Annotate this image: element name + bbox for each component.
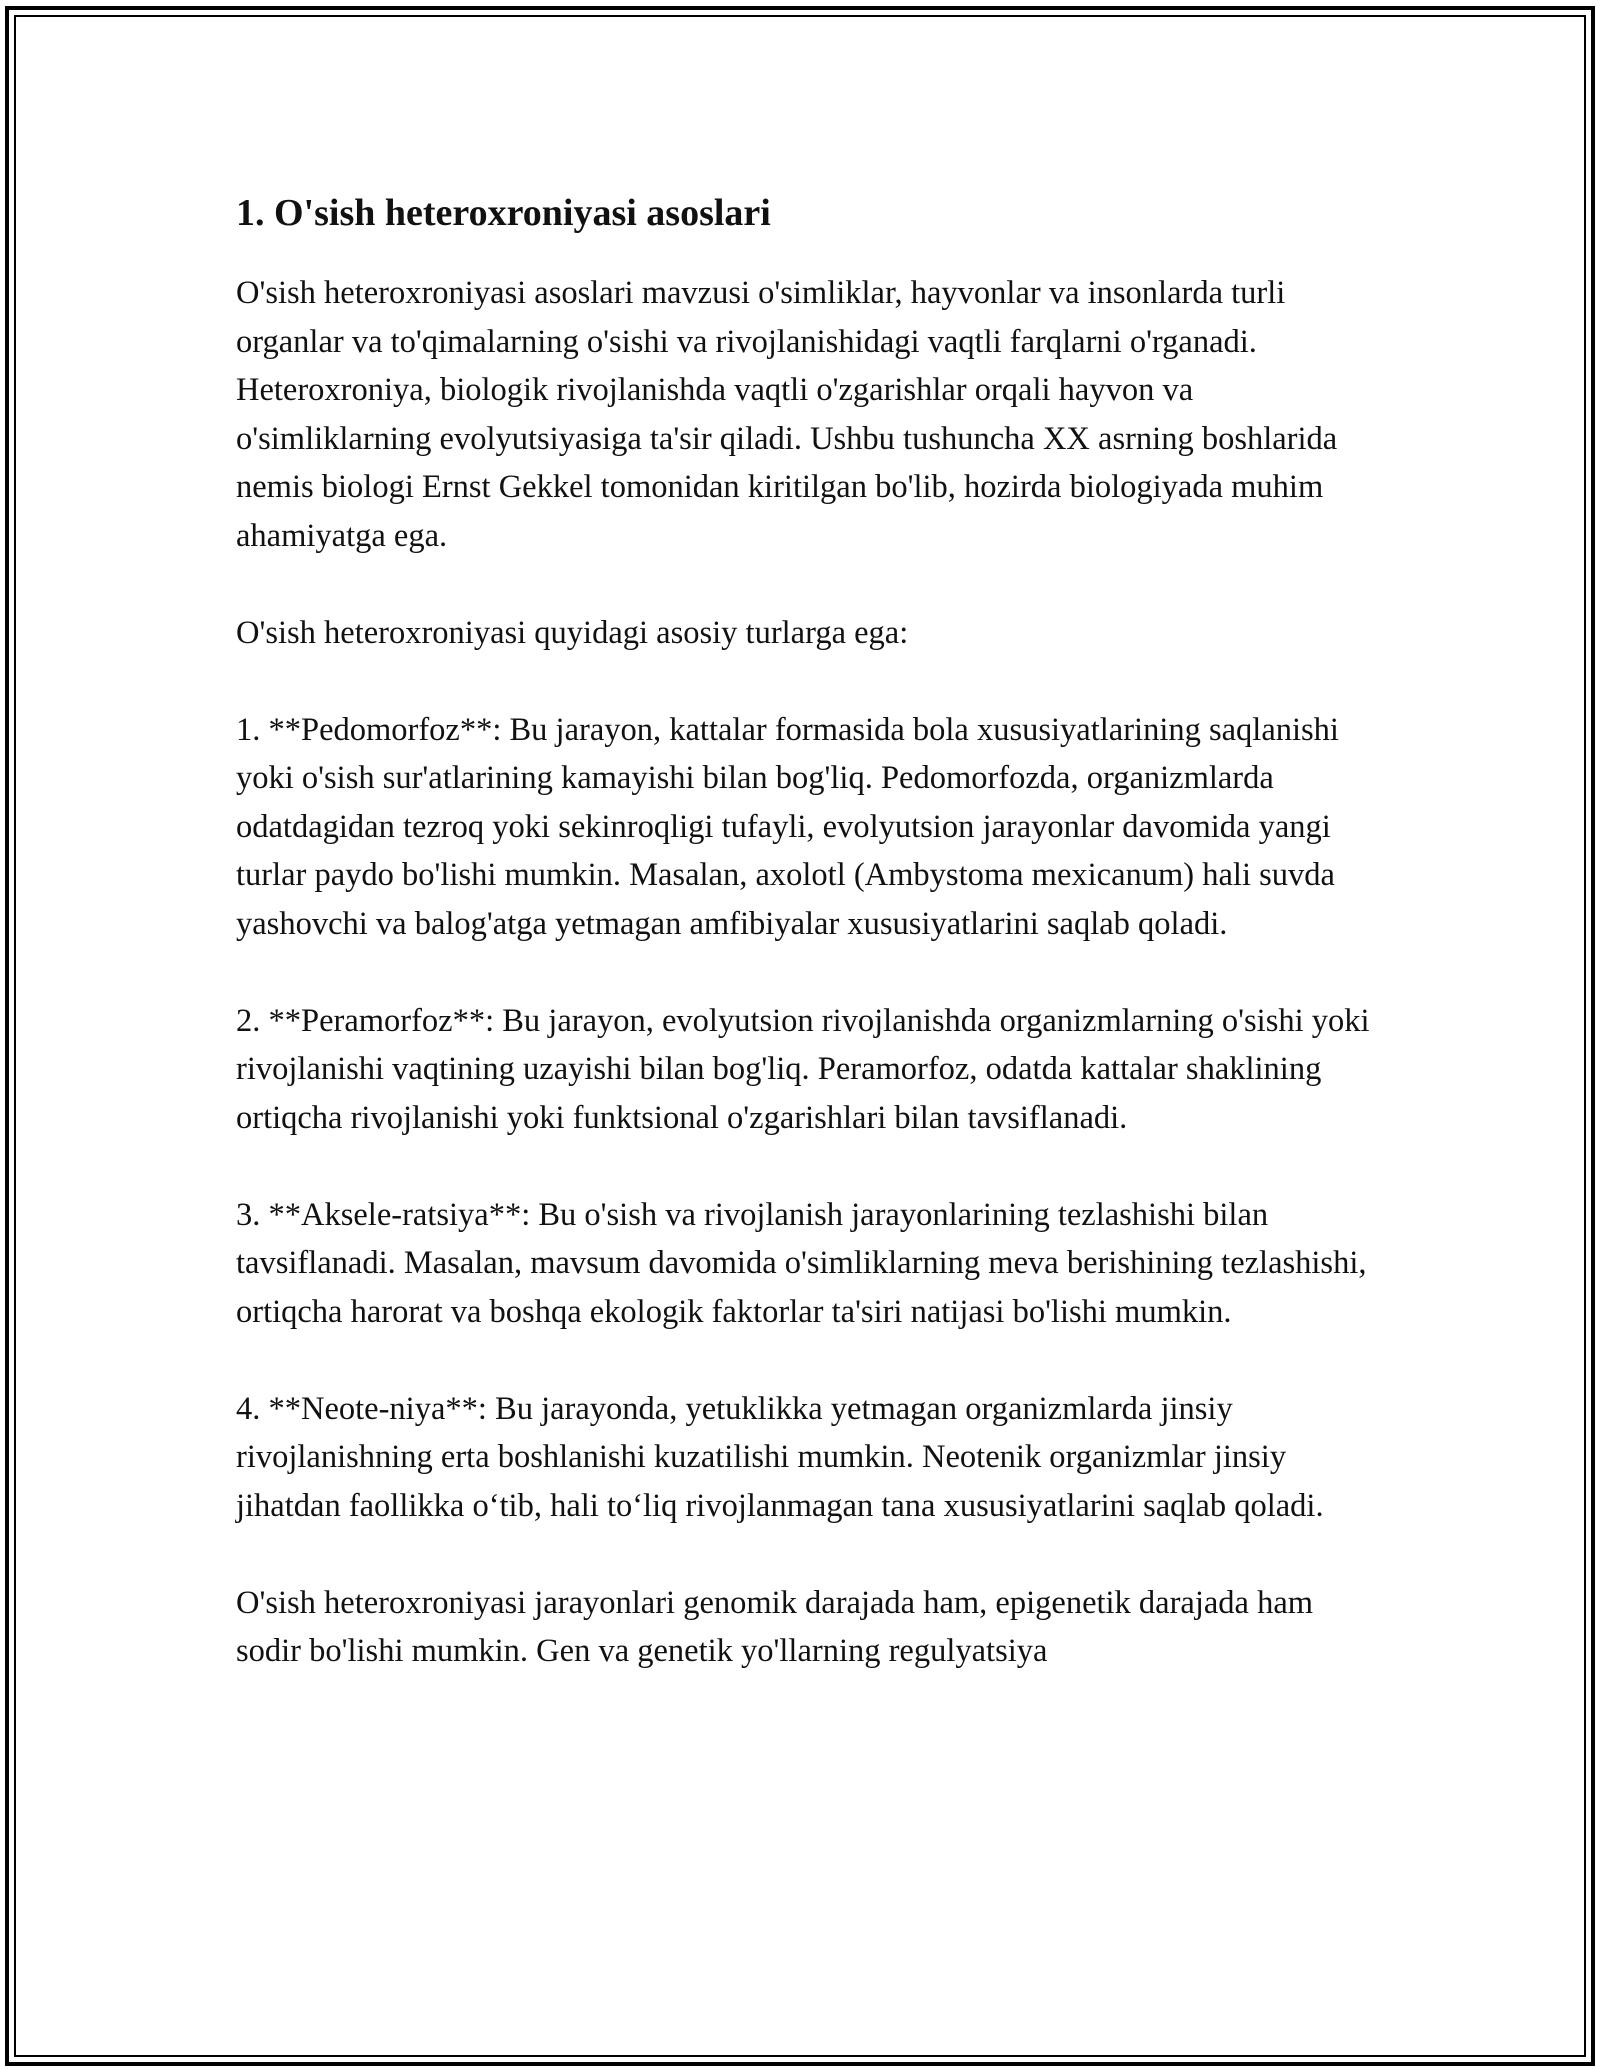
paragraph-types-lead: O'sish heteroxroniyasi quyidagi asosiy turlarga ega: bbox=[236, 614, 909, 651]
list-item-peramorfoz: 2. **Peramorfoz**: Bu jarayon, evolyutsion rivojlanishda organizmlarning o'sishi yoki rivojlanishi vaqtining uzayishi bilan bog'liq. Peramorfoz, odatda kattalar shaklining ortiqcha rivojlanishi yoki funktsional o'zgarishlari bilan tavsiflanadi. bbox=[236, 1002, 1370, 1136]
document-body bbox=[236, 185, 1386, 1676]
list-item-pedomorfoz: 1. **Pedomorfoz**: Bu jarayon, kattalar formasida bola xususiyatlarining saqlanishi yoki o'sish sur'atlarining kamayishi bilan bog'liq. Pedomorfozda, organizmlarda odatdagidan tezroq yoki sekinroqligi tufayli, evolyutsion jarayonlar davomida yangi turlar paydo bo'lishi mumkin. Masalan, axolotl (Ambystoma mexicanum) hali suvda yashovchi va balog'atga yetmagan amfibiyalar xususiyatlarini saqlab qoladi. bbox=[236, 711, 1339, 942]
paragraph-closing: O'sish heteroxroniyasi jarayonlari genomik darajada ham, epigenetik darajada ham sodir bo'lishi mumkin. Gen va genetik yo'llarning regulyatsiya bbox=[236, 1584, 1314, 1669]
list-item-akseleratsiya: 3. **Aksele-ratsiya**: Bu o'sish va rivojlanish jarayonlarining tezlashishi bilan tavsiflanadi. Masalan, mavsum davomida o'simliklarning meva berishining tezlashishi, ortiqcha harorat va boshqa ekologik faktorlar ta'siri natijasi bo'lishi mumkin. bbox=[236, 1196, 1367, 1330]
paragraph-intro: O'sish heteroxroniyasi asoslari mavzusi o'simliklar, hayvonlar va insonlarda turli organlar va to'qimalarning o'sishi va rivojlanishidagi vaqtli farqlarni o'rganadi. Heteroxroniya, biologik rivojlanishda vaqtli o'zgarishlar orqali hayvon va o'simliklarning evolyutsiyasiga ta'sir qiladi. Ushbu tushuncha XX asrning boshlarida nemis biologi Ernst Gekkel tomonidan kiritilgan bo'lib, hozirda biologiyada muhim ahamiyatga ega. bbox=[236, 275, 1338, 554]
list-item-neoteniya: 4. **Neote-niya**: Bu jarayonda, yetuklikka yetmagan organizmlarda jinsiy rivojlanishning erta boshlanishi kuzatilishi mumkin. Neotenik organizmlar jinsiy jihatdan faollikka o‘tib, hali to‘liq rivojlanmagan tana xususiyatlarini saqlab qoladi. bbox=[236, 1390, 1324, 1524]
section-heading: 1. O'sish heteroxroniyasi asoslari bbox=[236, 192, 771, 234]
